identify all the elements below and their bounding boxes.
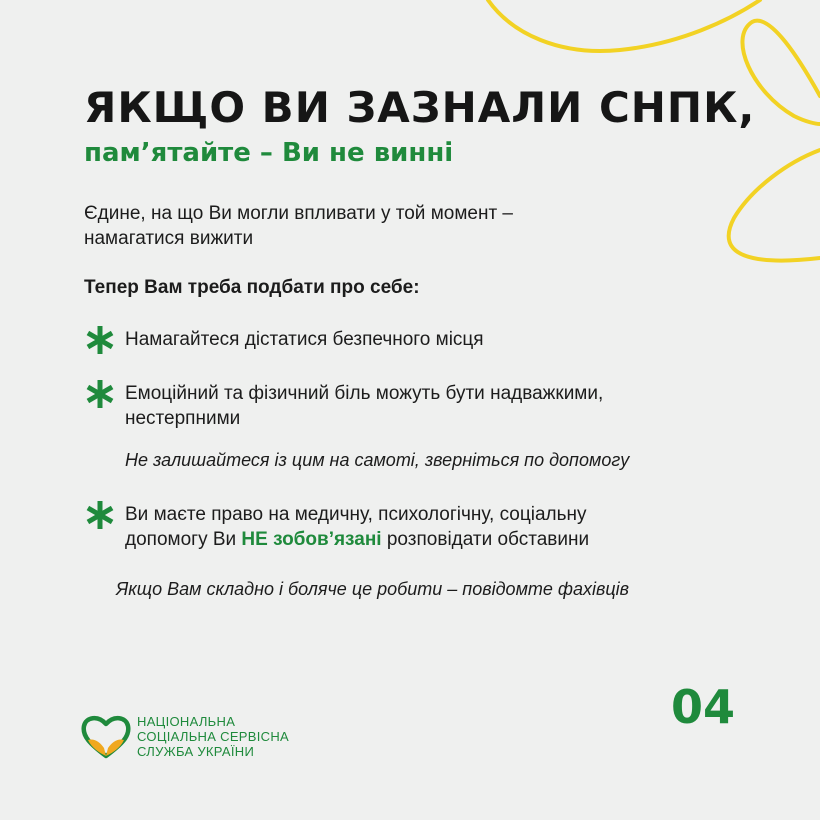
page-subtitle: пам’ятайте – Ви не винні xyxy=(84,138,454,168)
bullet-3-line-2 xyxy=(125,527,725,552)
lead-heading: Тепер Вам треба подбати про себе: xyxy=(84,277,420,298)
bullet-text xyxy=(125,381,725,431)
intro-line-1: Єдине, на що Ви могли впливати у той момент – xyxy=(84,203,513,224)
bullet-2-line-2: нестерпними xyxy=(125,408,241,429)
bullet-3-line-2-start: допомогу Ви xyxy=(125,529,242,550)
closing-note: Якщо Вам складно і боляче це робити – повідомте фахівців xyxy=(116,579,630,599)
bullet-text xyxy=(125,327,725,352)
page-number: 04 xyxy=(671,680,736,734)
highlight-not-obliged: НЕ зобов’язані xyxy=(241,529,382,550)
logo-line-1: НАЦІОНАЛЬНА xyxy=(137,714,236,729)
logo-text xyxy=(137,714,289,759)
bullet-1-line-1: Намагайтеся дістатися безпечного місця xyxy=(125,329,484,350)
heart-hands-logo xyxy=(80,712,132,760)
bullet-2-line-1: Емоційний та фізичний біль можуть бути надважкими, xyxy=(125,383,604,404)
logo-line-3: СЛУЖБА УКРАЇНИ xyxy=(137,744,255,759)
intro-paragraph xyxy=(84,201,644,251)
intro-line-2: намагатися вижити xyxy=(84,228,254,249)
bullet-3-line-2-end: розповідати обставини xyxy=(381,529,590,550)
asterisk-icon xyxy=(84,378,116,410)
page-title: ЯКЩО ВИ ЗАЗНАЛИ СНПК, xyxy=(84,83,756,132)
asterisk-icon xyxy=(84,324,116,356)
bullet-2-note: Не залишайтеся із цим на самоті, зверніться по допомогу xyxy=(125,450,630,470)
logo-line-2: СОЦІАЛЬНА СЕРВІСНА xyxy=(137,729,289,744)
asterisk-icon xyxy=(84,499,116,531)
bullet-3-line-1: Ви маєте право на медичну, психологічну, соціальну xyxy=(125,504,587,525)
bullet-text xyxy=(125,502,725,552)
